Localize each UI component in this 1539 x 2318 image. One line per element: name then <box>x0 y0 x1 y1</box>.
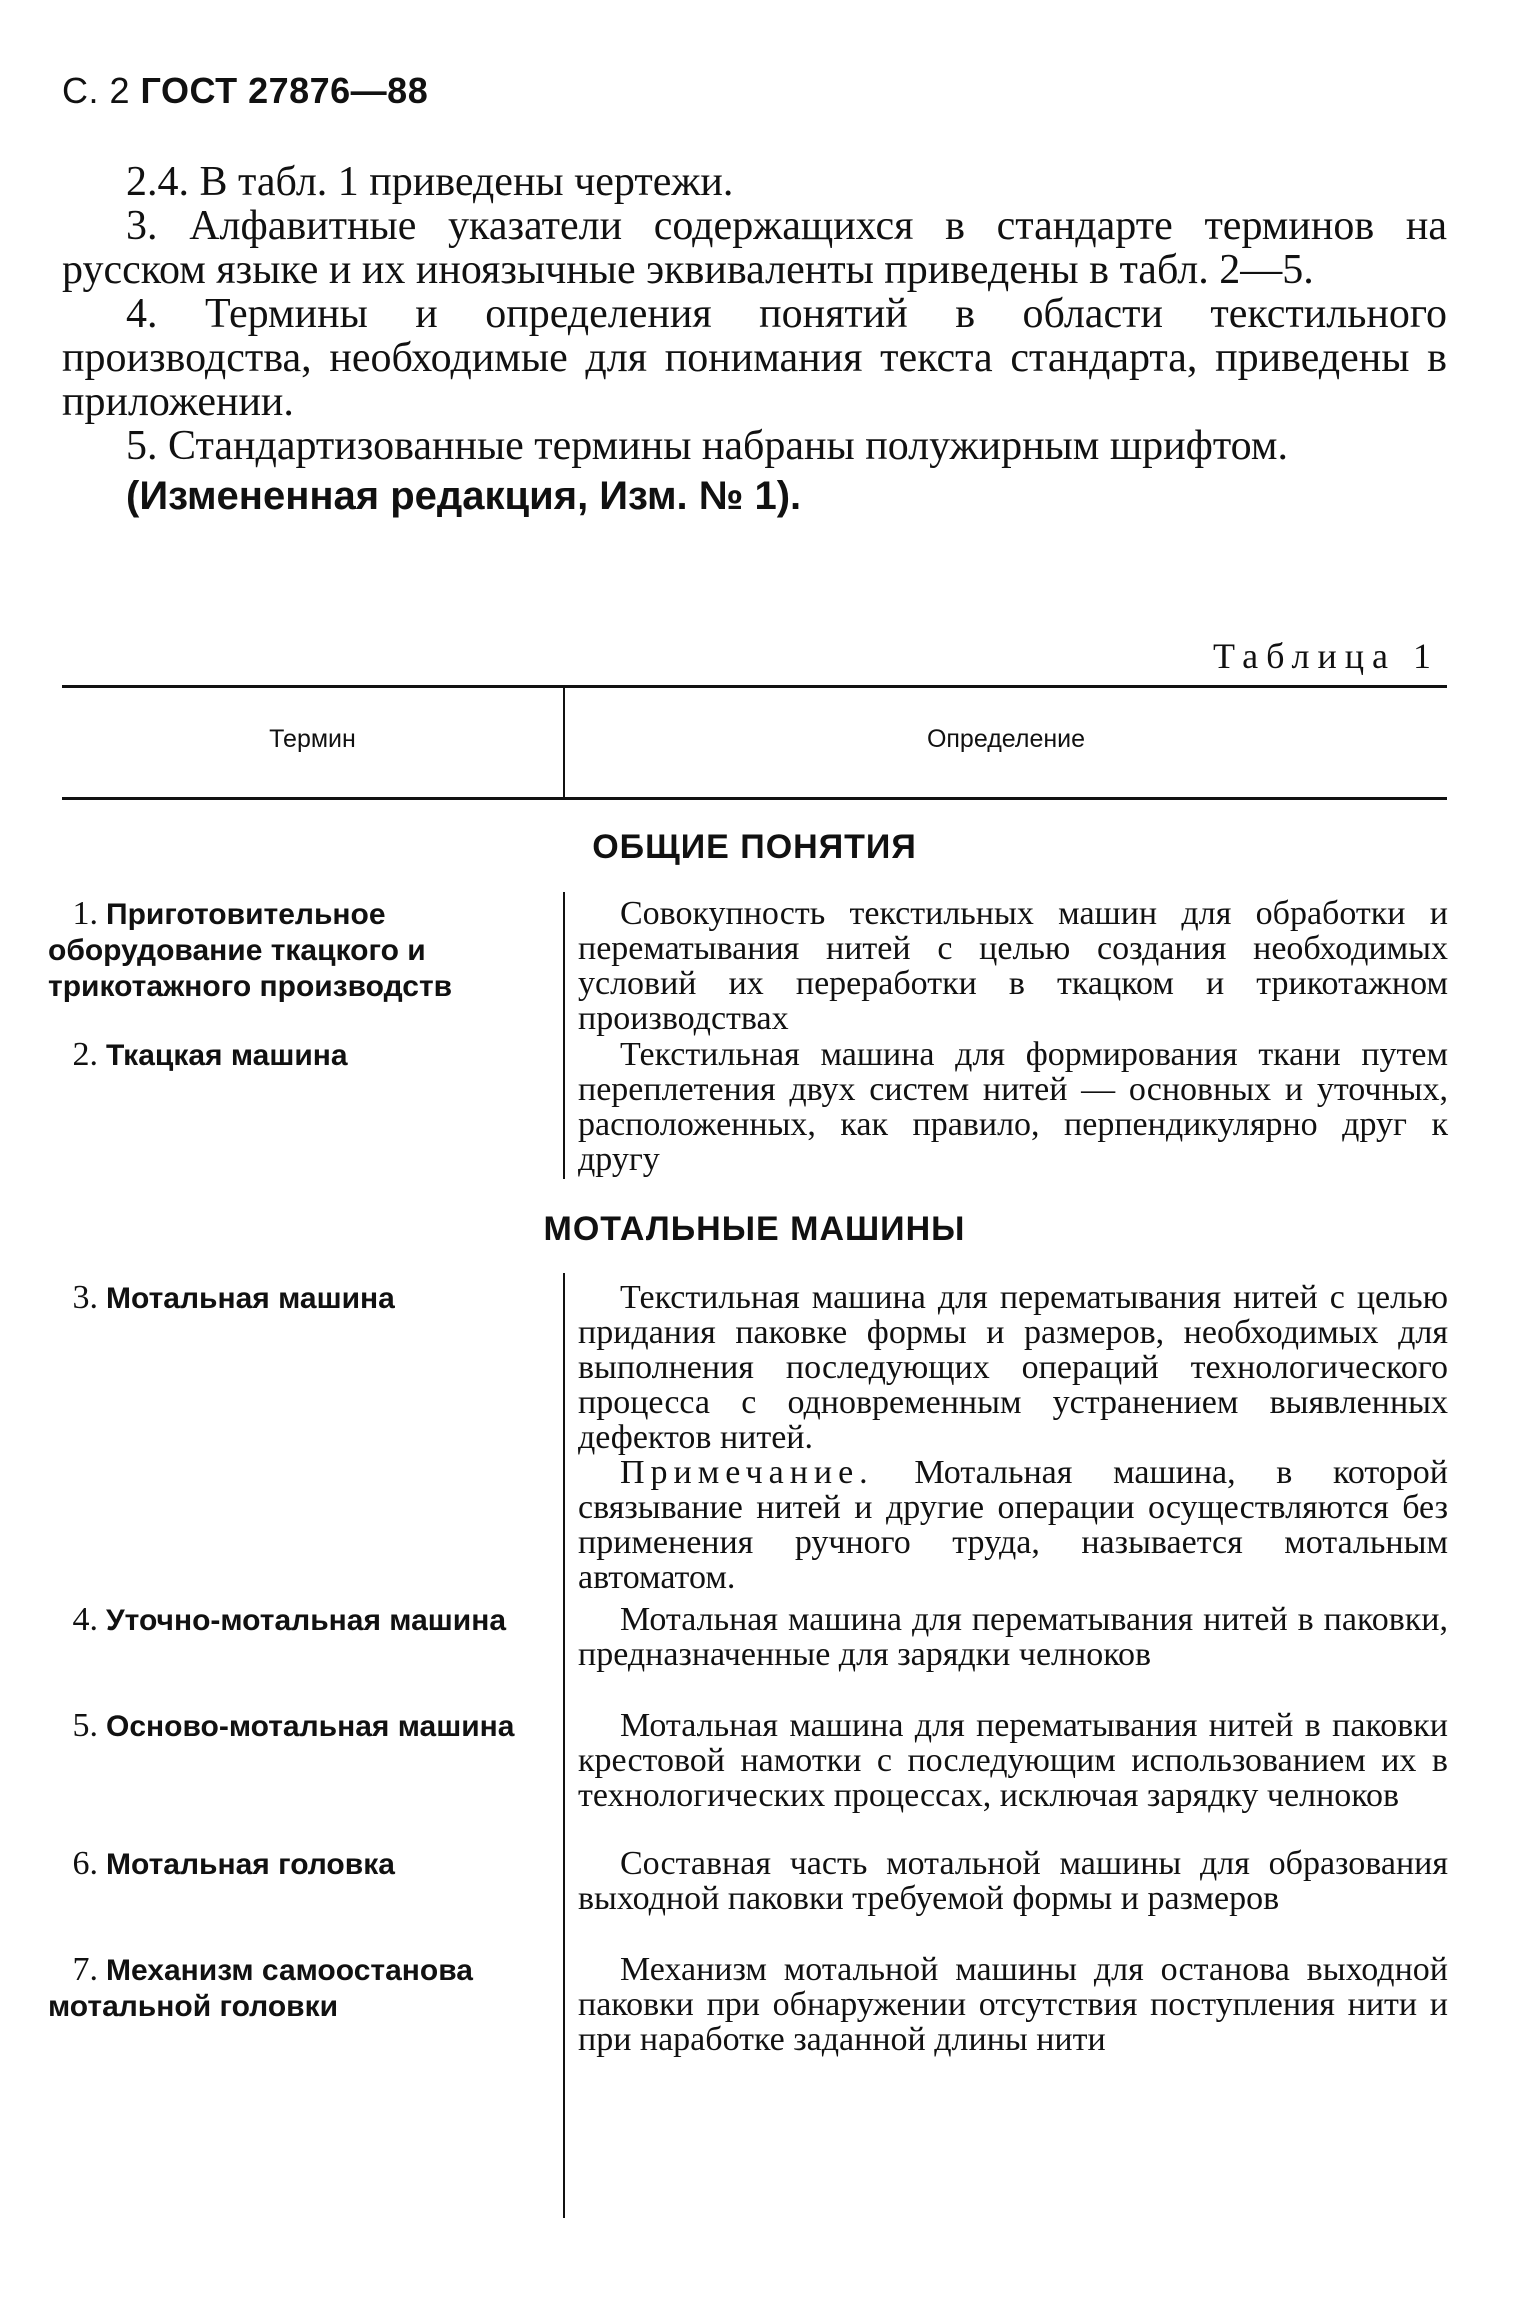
term-text: Осново-мотальная машина <box>106 1710 515 1743</box>
column-divider <box>563 1273 565 2218</box>
table-header-rule <box>62 797 1447 800</box>
note-text: Мотальная машина, в которой связывание нитей и другие операции осуществляются без применения ручного труда, называется мотальным автоматом. <box>578 1454 1449 1596</box>
term-6 <box>48 1846 532 1883</box>
term-text: Ткацкая машина <box>106 1039 348 1072</box>
definition-text: Механизм мотальной машины для останова выходной паковки при обнаружении отсутствия поступления нити и при наработке заданной длины нити <box>578 1951 1448 2058</box>
definition-text: Совокупность текстильных машин для обработки и перематывания нитей с целью создания необходимых условий их переработки в ткацком и трикотажном производствах <box>578 895 1448 1037</box>
term-text: Приготовительное оборудование ткацкого и трикотажного производств <box>48 898 453 1003</box>
table-label: Таблица 1 <box>1213 636 1439 676</box>
page-header <box>62 70 428 112</box>
intro-paragraph: 5. Стандартизованные термины набраны полужирным шрифтом. <box>126 423 1288 469</box>
definition-text: Мотальная машина для перематывания нитей в паковки, предназначенные для зарядки челноков <box>578 1601 1448 1673</box>
amendment-note: (Измененная редакция, Изм. № 1). <box>126 474 802 518</box>
definition-text: Мотальная машина для перематывания нитей в паковки крестовой намотки с последующим использованием их в технологических процессах, исключая зарядку челноков <box>578 1707 1448 1814</box>
definition-text: Текстильная машина для формирования ткани путем переплетения двух систем нитей — основных и уточных, расположенных, как правило, перпендикулярно друг к другу <box>578 1036 1448 1178</box>
standard-id: ГОСТ 27876—88 <box>140 70 429 111</box>
definition-2 <box>578 1037 1448 1177</box>
term-number: 6. <box>72 1845 98 1882</box>
definition-text: Составная часть мотальной машины для образования выходной паковки требуемой формы и размеров <box>578 1845 1448 1917</box>
definition-1 <box>578 896 1448 1036</box>
term-2 <box>48 1037 532 1074</box>
term-text: Уточно-мотальная машина <box>106 1604 507 1637</box>
definition-text: Текстильная машина для перематывания нитей с целью придания паковке формы и размеров, необходимых для выполнения последующих операций технологического процесса с одновременным устранением выявленных дефектов нитей. <box>578 1279 1448 1456</box>
term-number: 5. <box>72 1707 98 1744</box>
intro-paragraph: 4. Термины и определения понятий в области текстильного производства, необходимые для понимания текста стандарта, приведены в приложении. <box>62 291 1447 425</box>
term-number: 2. <box>72 1036 98 1073</box>
term-text: Мотальная головка <box>106 1848 395 1881</box>
term-number: 7. <box>72 1951 98 1988</box>
definition-6 <box>578 1846 1448 1916</box>
intro-paragraph: 3. Алфавитные указатели содержащихся в стандарте терминов на русском языке и их иноязычные эквиваленты приведены в табл. 2—5. <box>62 203 1447 293</box>
term-text: Мотальная машина <box>106 1282 395 1315</box>
term-1 <box>48 896 532 1005</box>
term-number: 1. <box>72 895 98 932</box>
definition-7 <box>578 1952 1448 2057</box>
column-divider <box>563 892 565 1179</box>
term-7 <box>48 1952 532 2025</box>
term-text: Механизм самоостанова мотальной головки <box>48 1954 473 2023</box>
page-number: С. 2 <box>62 70 131 111</box>
section-title-general: ОБЩИЕ ПОНЯТИЯ <box>592 828 917 866</box>
intro-paragraph: 2.4. В табл. 1 приведены чертежи. <box>126 159 734 205</box>
section-title-winding: МОТАЛЬНЫЕ МАШИНЫ <box>543 1210 966 1248</box>
definition-4 <box>578 1602 1448 1672</box>
definition-5 <box>578 1708 1448 1813</box>
column-header-term: Термин <box>269 725 356 753</box>
column-header-definition: Определение <box>926 725 1086 753</box>
note-label: Примечание. <box>620 1454 874 1491</box>
term-4 <box>48 1602 532 1639</box>
term-number: 3. <box>72 1279 98 1316</box>
definition-3 <box>578 1280 1448 1595</box>
term-5 <box>48 1708 532 1745</box>
table-top-rule <box>62 685 1447 688</box>
term-number: 4. <box>72 1601 98 1638</box>
term-3 <box>48 1280 532 1317</box>
definition-note <box>578 1455 1448 1595</box>
intro-text <box>62 160 1447 518</box>
